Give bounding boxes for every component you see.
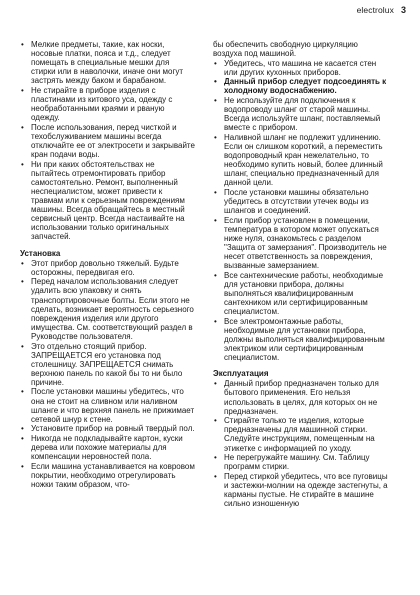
list-item: • После установки машины обязательно убедитесь в отсутствии утечек воды из шлангов и соединений. [213, 188, 388, 215]
left-bullet-list [20, 40, 195, 242]
list-item-bold: • Данный прибор следует подсоединять к холодному водоснабжению. [213, 77, 388, 95]
list-item: • После использования, перед чисткой и техобслуживанием машины всегда отключайте ее от электросети и закрывайте кран подачи воды. [20, 123, 195, 159]
list-item: • Наливной шланг не подлежит удлинению. Если он слишком короткий, а переместить водопроводный кран нежелательно, то необходимо купить новый, более длинный шланг, специально предназначенный для данной цели. [213, 133, 388, 188]
list-item: • Не перегружайте машину. См. Таблицу программ стирки. [213, 453, 388, 471]
list-item: • Перед стиркой убедитесь, что все пуговицы и застежки-молнии на одежде застегнуты, а карманы пустые. Не стирайте в машине сильно изношенную [213, 472, 388, 508]
usage-list [213, 379, 388, 508]
page-header [357, 5, 406, 15]
list-item: • Стирайте только те изделия, которые предназначены для машинной стирки. Следуйте инструкциям, помещенным на этикетке с информацией по уходу. [213, 416, 388, 452]
list-item: • Данный прибор предназначен только для бытового применения. Его нельзя использовать в целях, для которых он не предназначен. [213, 379, 388, 415]
list-item: • Установите прибор на ровный твердый пол. [20, 424, 195, 433]
usage-heading: Эксплуатация [213, 369, 269, 379]
list-item: • Перед началом использования следует удалить всю упаковку и снять транспортировочные болты. Если этого не сделать, возникает вероятность серьезного повреждения изделия или другого имущества. См. соответствующий раздел в Руководстве пользователя. [20, 277, 195, 341]
brand-name: electrolux [356, 5, 394, 15]
left-column [20, 40, 195, 490]
list-item: • Никогда не подкладывайте картон, куски дерева или похожие материалы для компенсации неровностей пола. [20, 434, 195, 461]
list-item: • Мелкие предметы, такие, как носки, носовые платки, пояса и т.д., следует помещать в специальные мешки для стирки или в наволочки, иначе они могут застрять между баком и барабаном. [20, 40, 195, 85]
list-item: • Не стирайте в приборе изделия с пластинами из китового уса, одежду с необработанными краями и рваную одежду. [20, 86, 195, 122]
right-bullet-list [213, 40, 388, 362]
list-item: • Все сантехнические работы, необходимые для установки прибора, должны выполняться квалифицированным сантехником или сертифицированным специалистом. [213, 271, 388, 316]
list-item: • Ни при каких обстоятельствах не пытайтесь отремонтировать прибор самостоятельно. Ремонт, выполненный неспециалистом, может привести к травмам или к серьезным повреждениям машины. Всегда обращайтесь в местный сервисный центр. Всегда настаивайте на использовании только оригинальных запчастей. [20, 160, 195, 242]
list-item: • Это отдельно стоящий прибор. ЗАПРЕЩАЕТСЯ его установка под столешницу. ЗАПРЕЩАЕТСЯ снимать верхнюю панель по какой бы то ни было причине. [20, 342, 195, 387]
list-item: • После установки машины убедитесь, что она не стоит на сливном или наливном шланге и что верхняя панель не прижимает сетевой шнур к стене. [20, 387, 195, 423]
installation-heading: Установка [20, 248, 61, 258]
installation-list [20, 259, 195, 489]
list-item: • Если прибор установлен в помещении, температура в котором может опускаться ниже нуля, ознакомьтесь с разделом "Защита от замерзания". Производитель не несет ответственность за повреждения, вызванные замерзанием. [213, 216, 388, 271]
list-item: • Если машина устанавливается на ковровом покрытии, необходимо отрегулировать ножки таким образом, что- [20, 462, 195, 489]
list-item: • Все электромонтажные работы, необходимые для установки прибора, должны выполняться квалифицированным электриком или сертифицированным специалистом. [213, 317, 388, 362]
list-item: • Убедитесь, что машина не касается стен или других кухонных приборов. [213, 59, 388, 77]
list-item: • Этот прибор довольно тяжелый. Будьте осторожны, передвигая его. [20, 259, 195, 277]
list-item: • Не используйте для подключения к водопроводу шланг от старой машины. Всегда используйте шланг, поставляемый вместе с прибором. [213, 96, 388, 132]
continued-text: бы обеспечить свободную циркуляцию воздуха под машиной. [213, 40, 358, 59]
page-number: 3 [400, 5, 406, 15]
right-column [213, 40, 388, 509]
